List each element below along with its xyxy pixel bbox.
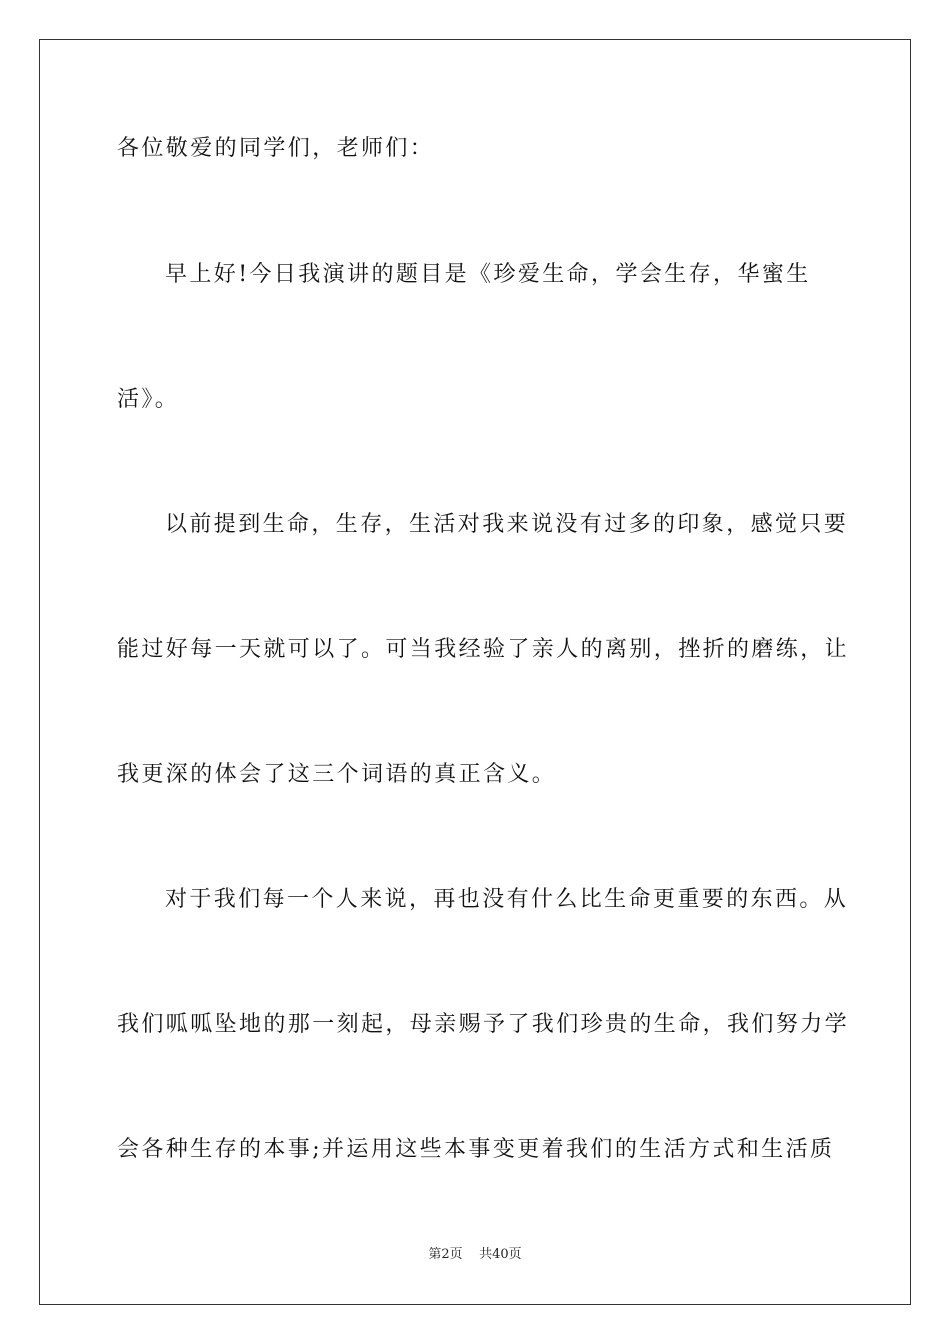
page-number: 第2页 — [428, 1247, 463, 1262]
text-line-paragraph-start: 早上好!今日我演讲的题目是《珍爱生命，学会生存，华蜜生 — [165, 262, 811, 287]
text-line-salutation: 各位敬爱的同学们，老师们： — [117, 136, 435, 161]
text-line-paragraph-start: 以前提到生命，生存，生活对我来说没有过多的印象，感觉只要 — [165, 512, 849, 537]
text-line: 能过好每一天就可以了。可当我经验了亲人的离别，挫折的磨练，让 — [117, 637, 850, 662]
text-line-paragraph-start: 对于我们每一个人来说，再也没有什么比生命更重要的东西。从 — [165, 887, 849, 912]
page-footer — [0, 1246, 950, 1264]
page-total: 共40页 — [479, 1247, 522, 1262]
text-line: 我们呱呱坠地的那一刻起，母亲赐予了我们珍贵的生命，我们努力学 — [117, 1012, 850, 1037]
text-line: 会各种生存的本事;并运用这些本事变更着我们的生活方式和生活质 — [117, 1137, 835, 1162]
text-line: 活》。 — [117, 387, 180, 412]
page-border — [39, 39, 911, 1305]
text-line: 我更深的体会了这三个词语的真正含义。 — [117, 762, 557, 787]
